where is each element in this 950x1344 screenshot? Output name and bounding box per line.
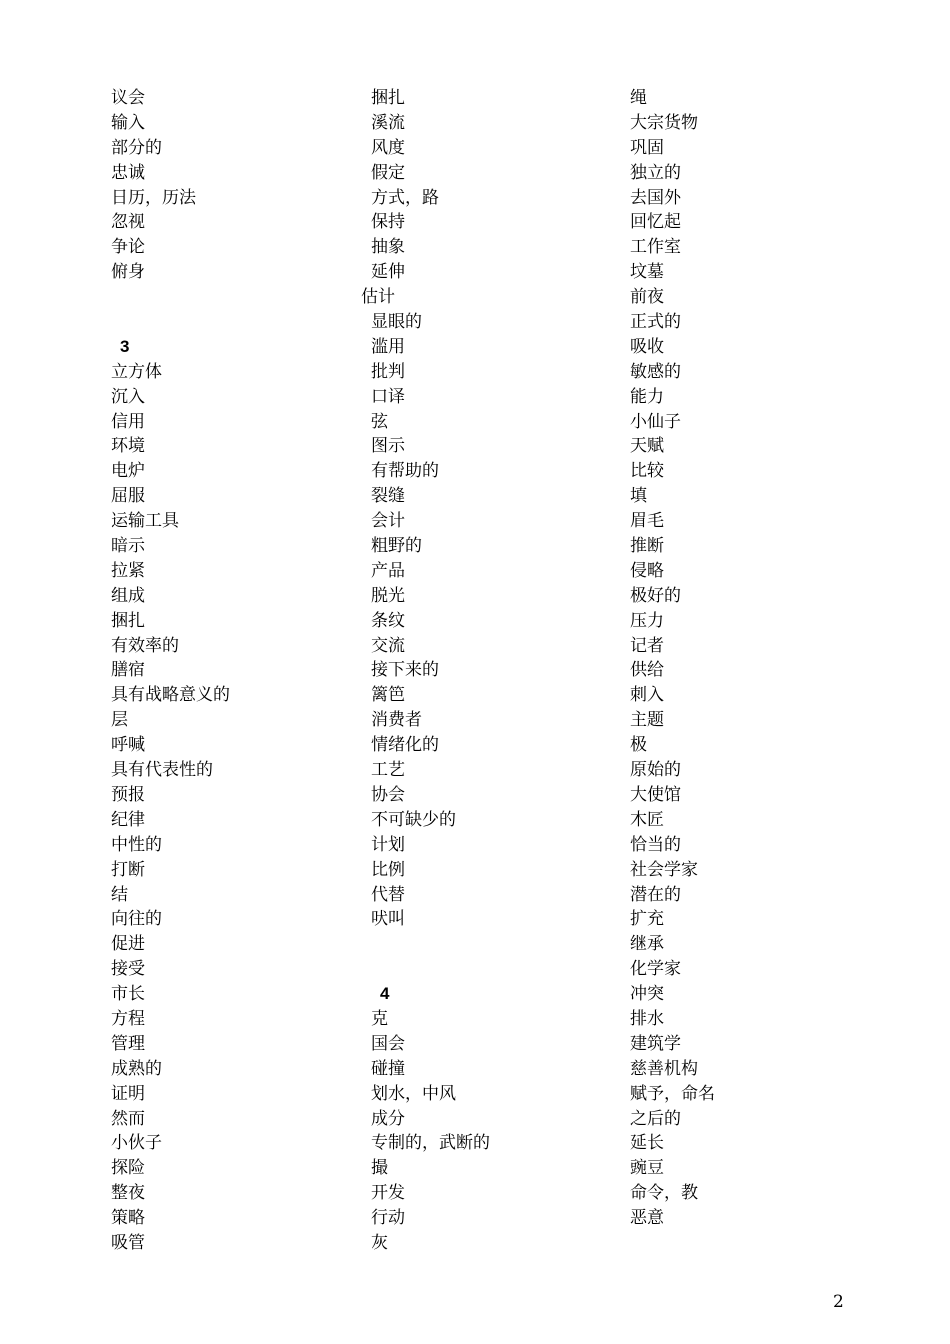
vocabulary-item: 中性的 bbox=[111, 834, 162, 855]
vocabulary-item: 层 bbox=[111, 710, 128, 731]
vocabulary-item: 计划 bbox=[371, 834, 405, 855]
vocabulary-item: 日历，历法 bbox=[111, 187, 196, 208]
vocabulary-item: 促进 bbox=[111, 934, 145, 955]
vocabulary-item: 大使馆 bbox=[630, 784, 681, 805]
vocabulary-item: 填 bbox=[630, 486, 647, 507]
vocabulary-item: 命令，教 bbox=[630, 1183, 698, 1204]
vocabulary-item: 撮 bbox=[371, 1158, 388, 1179]
vocabulary-item: 恰当的 bbox=[630, 834, 681, 855]
vocabulary-item: 粗野的 bbox=[371, 536, 422, 557]
vocabulary-item: 敏感的 bbox=[630, 361, 681, 382]
vocabulary-item: 显眼的 bbox=[371, 312, 422, 333]
vocabulary-item: 向往的 bbox=[111, 909, 162, 930]
vocabulary-item: 接下来的 bbox=[371, 660, 439, 681]
vocabulary-item: 捆扎 bbox=[111, 610, 145, 631]
vocabulary-item: 排水 bbox=[630, 1008, 664, 1029]
vocabulary-item: 克 bbox=[371, 1008, 388, 1029]
vocabulary-item: 建筑学 bbox=[630, 1033, 681, 1054]
vocabulary-item: 豌豆 bbox=[630, 1158, 664, 1179]
vocabulary-item: 代替 bbox=[371, 884, 405, 905]
vocabulary-item: 吠叫 bbox=[371, 909, 405, 930]
vocabulary-item: 滥用 bbox=[371, 336, 405, 357]
vocabulary-item: 策略 bbox=[111, 1208, 145, 1229]
vocabulary-item: 有帮助的 bbox=[371, 461, 439, 482]
vocabulary-item: 碰撞 bbox=[371, 1058, 405, 1079]
vocabulary-item: 工作室 bbox=[630, 237, 681, 258]
vocabulary-item: 社会学家 bbox=[630, 859, 698, 880]
vocabulary-item: 原始的 bbox=[630, 760, 681, 781]
vocabulary-item: 消费者 bbox=[371, 710, 422, 731]
vocabulary-item: 俯身 bbox=[111, 262, 145, 283]
vocabulary-item: 扩充 bbox=[630, 909, 664, 930]
vocabulary-item: 成分 bbox=[371, 1108, 405, 1129]
vocabulary-item: 有效率的 bbox=[111, 635, 179, 656]
vocabulary-item: 巩固 bbox=[630, 137, 664, 158]
vocabulary-item: 刺入 bbox=[630, 685, 664, 706]
vocabulary-item: 前夜 bbox=[630, 287, 664, 308]
vocabulary-item: 立方体 bbox=[111, 361, 162, 382]
vocabulary-item: 眉毛 bbox=[630, 511, 664, 532]
vocabulary-item: 独立的 bbox=[630, 162, 681, 183]
vocabulary-item: 条纹 bbox=[371, 610, 405, 631]
vocabulary-item: 信用 bbox=[111, 411, 145, 432]
vocabulary-item: 绳 bbox=[630, 88, 647, 108]
vocabulary-item: 屈服 bbox=[111, 486, 145, 507]
vocabulary-item: 潜在的 bbox=[630, 884, 681, 905]
vocabulary-item: 议会 bbox=[111, 88, 145, 108]
vocabulary-item: 组成 bbox=[111, 585, 145, 606]
vocabulary-item: 吸管 bbox=[111, 1232, 145, 1253]
vocabulary-item: 图示 bbox=[371, 436, 405, 457]
vocabulary-item: 专制的，武断的 bbox=[371, 1133, 490, 1154]
vocabulary-item: 慈善机构 bbox=[630, 1058, 698, 1079]
vocabulary-item: 吸收 bbox=[630, 336, 664, 357]
vocabulary-item: 方程 bbox=[111, 1008, 145, 1029]
vocabulary-item: 捆扎 bbox=[371, 88, 405, 108]
vocabulary-item: 忽视 bbox=[111, 212, 145, 233]
vocabulary-item: 极 bbox=[630, 735, 647, 756]
vocabulary-item: 纪律 bbox=[111, 809, 145, 830]
blank-line bbox=[111, 285, 230, 310]
section-number: 3 bbox=[120, 336, 130, 356]
vocabulary-item: 行动 bbox=[371, 1208, 405, 1229]
vocabulary-item: 比较 bbox=[630, 461, 664, 482]
vocabulary-item: 开发 bbox=[371, 1183, 405, 1204]
vocabulary-item: 之后的 bbox=[630, 1108, 681, 1129]
vocabulary-item: 拉紧 bbox=[111, 560, 145, 581]
vocabulary-item: 协会 bbox=[371, 784, 405, 805]
vocabulary-item: 口译 bbox=[371, 386, 405, 407]
vocabulary-item: 情绪化的 bbox=[371, 735, 439, 756]
vocabulary-item: 沉入 bbox=[111, 386, 145, 407]
vocabulary-column-3 bbox=[630, 86, 715, 1231]
vocabulary-item: 比例 bbox=[371, 859, 405, 880]
vocabulary-item: 正式的 bbox=[630, 312, 681, 333]
vocabulary-item: 小仙子 bbox=[630, 411, 681, 432]
vocabulary-item: 结 bbox=[111, 884, 128, 905]
page-number: 2 bbox=[833, 1292, 844, 1312]
vocabulary-item: 回忆起 bbox=[630, 212, 681, 233]
vocabulary-item: 产品 bbox=[371, 560, 405, 581]
vocabulary-column-1 bbox=[111, 86, 230, 1256]
vocabulary-item: 探险 bbox=[111, 1158, 145, 1179]
blank-line bbox=[371, 957, 490, 982]
blank-line bbox=[111, 310, 230, 335]
vocabulary-item: 争论 bbox=[111, 237, 145, 258]
vocabulary-item: 溪流 bbox=[371, 112, 405, 133]
vocabulary-item: 运输工具 bbox=[111, 511, 179, 532]
vocabulary-item: 保持 bbox=[371, 212, 405, 233]
vocabulary-item: 天赋 bbox=[630, 436, 664, 457]
blank-line bbox=[371, 932, 490, 957]
vocabulary-item: 抽象 bbox=[371, 237, 405, 258]
vocabulary-item: 风度 bbox=[371, 137, 405, 158]
vocabulary-item: 能力 bbox=[630, 386, 664, 407]
vocabulary-item: 小伙子 bbox=[111, 1133, 162, 1154]
vocabulary-item: 灰 bbox=[371, 1232, 388, 1253]
vocabulary-item: 冲突 bbox=[630, 984, 664, 1005]
vocabulary-item: 预报 bbox=[111, 784, 145, 805]
section-number: 4 bbox=[380, 984, 390, 1004]
vocabulary-item: 记者 bbox=[630, 635, 664, 656]
vocabulary-item: 输入 bbox=[111, 112, 145, 133]
vocabulary-item: 会计 bbox=[371, 511, 405, 532]
vocabulary-item: 供给 bbox=[630, 660, 664, 681]
vocabulary-item: 延伸 bbox=[371, 262, 405, 283]
vocabulary-item: 大宗货物 bbox=[630, 112, 698, 133]
vocabulary-item: 去国外 bbox=[630, 187, 681, 208]
vocabulary-item: 裂缝 bbox=[371, 486, 405, 507]
vocabulary-item: 木匠 bbox=[630, 809, 664, 830]
vocabulary-item: 市长 bbox=[111, 984, 145, 1005]
vocabulary-item: 管理 bbox=[111, 1033, 145, 1054]
vocabulary-item: 接受 bbox=[111, 959, 145, 980]
vocabulary-item: 坟墓 bbox=[630, 262, 664, 283]
vocabulary-item: 极好的 bbox=[630, 585, 681, 606]
vocabulary-item: 呼喊 bbox=[111, 735, 145, 756]
vocabulary-item: 主题 bbox=[630, 710, 664, 731]
vocabulary-item: 方式，路 bbox=[371, 187, 439, 208]
vocabulary-item: 国会 bbox=[371, 1033, 405, 1054]
vocabulary-item: 交流 bbox=[371, 635, 405, 656]
vocabulary-item: 打断 bbox=[111, 859, 145, 880]
vocabulary-item: 弦 bbox=[371, 411, 388, 432]
vocabulary-item: 整夜 bbox=[111, 1183, 145, 1204]
vocabulary-item: 电炉 bbox=[111, 461, 145, 482]
vocabulary-item: 侵略 bbox=[630, 560, 664, 581]
vocabulary-item: 批判 bbox=[371, 361, 405, 382]
vocabulary-column-2 bbox=[361, 86, 490, 1256]
vocabulary-item: 压力 bbox=[630, 610, 664, 631]
vocabulary-item: 推断 bbox=[630, 536, 664, 557]
vocabulary-item: 脱光 bbox=[371, 585, 405, 606]
vocabulary-item: 恶意 bbox=[630, 1208, 664, 1229]
vocabulary-item: 部分的 bbox=[111, 137, 162, 158]
vocabulary-item: 篱笆 bbox=[371, 685, 405, 706]
vocabulary-item: 估计 bbox=[361, 287, 395, 308]
vocabulary-item: 然而 bbox=[111, 1108, 145, 1129]
vocabulary-item: 具有战略意义的 bbox=[111, 685, 230, 706]
vocabulary-item: 延长 bbox=[630, 1133, 664, 1154]
vocabulary-item: 赋予，命名 bbox=[630, 1083, 715, 1104]
vocabulary-item: 继承 bbox=[630, 934, 664, 955]
vocabulary-item: 工艺 bbox=[371, 760, 405, 781]
vocabulary-item: 成熟的 bbox=[111, 1058, 162, 1079]
vocabulary-item: 不可缺少的 bbox=[371, 809, 456, 830]
vocabulary-item: 环境 bbox=[111, 436, 145, 457]
vocabulary-item: 忠诚 bbox=[111, 162, 145, 183]
vocabulary-item: 膳宿 bbox=[111, 660, 145, 681]
vocabulary-item: 划水，中风 bbox=[371, 1083, 456, 1104]
vocabulary-item: 化学家 bbox=[630, 959, 681, 980]
vocabulary-item: 假定 bbox=[371, 162, 405, 183]
vocabulary-item: 暗示 bbox=[111, 536, 145, 557]
vocabulary-item: 具有代表性的 bbox=[111, 760, 213, 781]
vocabulary-item: 证明 bbox=[111, 1083, 145, 1104]
